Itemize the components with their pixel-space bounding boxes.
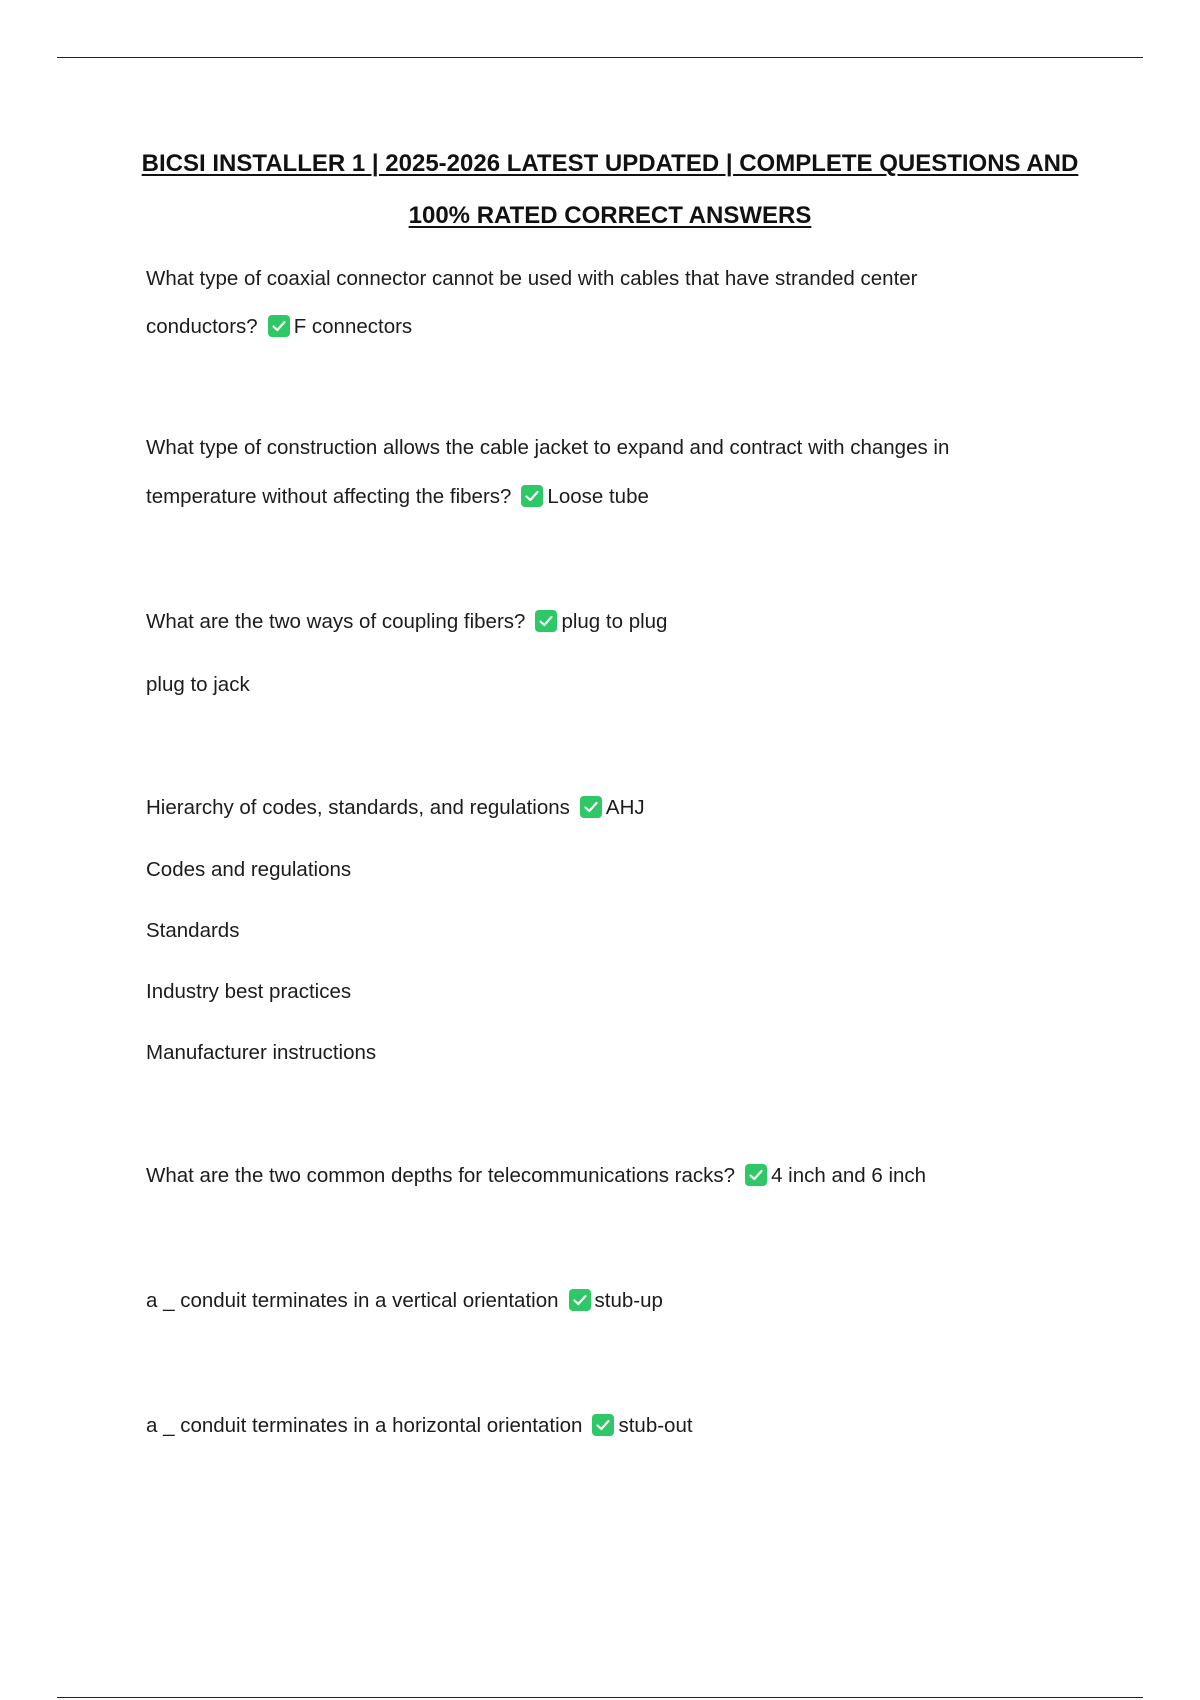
question-4: Hierarchy of codes, standards, and regulations (146, 796, 570, 819)
checkmark-icon (592, 1414, 614, 1436)
qa-item-1 (146, 312, 412, 342)
checkmark-icon (745, 1164, 767, 1186)
bottom-divider (57, 1697, 1143, 1698)
document-title: BICSI INSTALLER 1 | 2025-2026 LATEST UPDATED | COMPLETE QUESTIONS AND 100% RATED CORRECT ANSWERS (141, 150, 1079, 229)
answer-4-extra-4: Manufacturer instructions (146, 1041, 377, 1064)
question-5: What are the two common depths for telecommunications racks? (146, 1164, 736, 1187)
qa-item-4 (146, 793, 645, 823)
question-3: What are the two ways of coupling fibers? (146, 610, 526, 633)
answer-6: stub-up (594, 1289, 663, 1312)
top-divider (57, 57, 1143, 58)
answer-3-extra-1: plug to jack (146, 673, 250, 696)
question-6: a _ conduit terminates in a vertical orientation (146, 1289, 559, 1312)
checkmark-icon (580, 796, 602, 818)
answer-4-extra-1: Codes and regulations (146, 858, 352, 881)
answer-4-extra-3: Industry best practices (146, 980, 352, 1003)
checkmark-icon (521, 485, 543, 507)
answer-4-extra-2: Standards (146, 919, 240, 942)
answer-2: Loose tube (547, 485, 649, 508)
question-2-line-2: temperature without affecting the fibers? (146, 485, 512, 508)
qa-item-3 (146, 607, 667, 637)
qa-item-5 (146, 1161, 926, 1191)
question-2-line-1: What type of construction allows the cable jacket to expand and contract with changes in (146, 436, 950, 459)
qa-item-6 (146, 1286, 663, 1316)
qa-item-2 (146, 482, 649, 512)
answer-5: 4 inch and 6 inch (771, 1164, 927, 1187)
answer-3: plug to plug (561, 610, 668, 633)
checkmark-icon (268, 315, 290, 337)
qa-item-7 (146, 1411, 693, 1441)
answer-1: F connectors (293, 315, 413, 338)
checkmark-icon (569, 1289, 591, 1311)
question-1-line-2: conductors? (146, 315, 258, 338)
question-7: a _ conduit terminates in a horizontal orientation (146, 1414, 583, 1437)
answer-7: stub-out (618, 1414, 693, 1437)
answer-4: AHJ (605, 796, 645, 819)
checkmark-icon (535, 610, 557, 632)
question-1-line-1: What type of coaxial connector cannot be used with cables that have stranded center (146, 267, 918, 290)
